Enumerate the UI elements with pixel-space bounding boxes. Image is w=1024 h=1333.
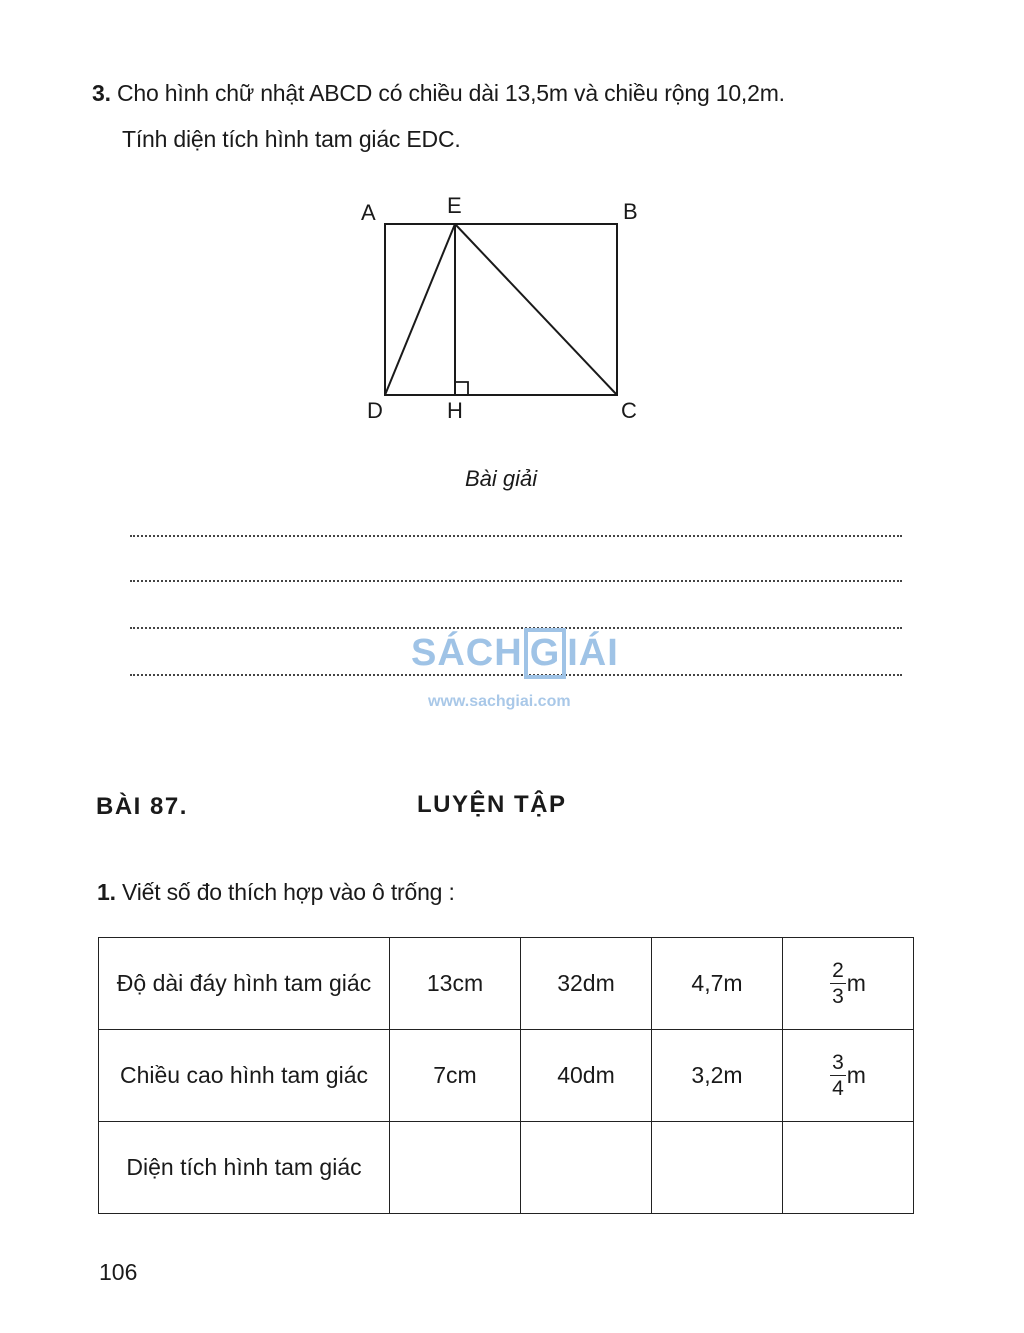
rectangle-abcd-figure	[350, 185, 660, 435]
watermark-url: www.sachgiai.com	[428, 693, 571, 710]
problem-3-statement	[92, 80, 785, 107]
lesson-title: LUYỆN TẬP	[417, 791, 567, 818]
right-angle-marker	[455, 382, 468, 395]
answer-cell[interactable]	[783, 1122, 914, 1214]
fraction	[830, 960, 846, 1007]
table-row-area	[99, 1122, 914, 1214]
table-cell: 4,7m	[652, 938, 783, 1030]
problem-3-number: 3.	[92, 80, 111, 106]
fraction-unit: m	[846, 1062, 866, 1088]
table-cell-fraction	[783, 938, 914, 1030]
exercise-1-statement	[97, 879, 455, 906]
page-number: 106	[99, 1259, 138, 1285]
label-c: C	[621, 398, 637, 423]
label-e: E	[447, 193, 462, 218]
fraction-denominator: 4	[832, 1077, 844, 1100]
watermark-logo-right: IÁI	[567, 632, 619, 674]
problem-3-line-2: Tính diện tích hình tam giác EDC.	[122, 126, 461, 152]
label-h: H	[447, 398, 463, 423]
label-a: A	[361, 200, 376, 225]
solution-title: Bài giải	[465, 466, 538, 491]
triangle-measure-table	[98, 937, 914, 1214]
exercise-1-text: Viết số đo thích hợp vào ô trống :	[122, 879, 455, 905]
row-header-base: Độ dài đáy hình tam giác	[99, 938, 390, 1030]
table-row-height	[99, 1030, 914, 1122]
fraction-unit: m	[846, 970, 866, 996]
watermark-logo-left: SÁCH	[411, 632, 523, 674]
answer-cell[interactable]	[652, 1122, 783, 1214]
row-header-area: Diện tích hình tam giác	[99, 1122, 390, 1214]
answer-cell[interactable]	[390, 1122, 521, 1214]
lesson-number: BÀI 87.	[96, 793, 188, 820]
fraction-numerator: 2	[832, 959, 844, 982]
answer-line-2[interactable]	[130, 580, 902, 582]
table-cell-fraction	[783, 1030, 914, 1122]
watermark-logo-box: G	[524, 628, 567, 679]
table-cell: 13cm	[390, 938, 521, 1030]
table-cell: 3,2m	[652, 1030, 783, 1122]
fraction	[830, 1052, 846, 1099]
answer-line-1[interactable]	[130, 535, 902, 537]
watermark-logo	[411, 628, 619, 679]
label-d: D	[367, 398, 383, 423]
table-row-base	[99, 938, 914, 1030]
fraction-denominator: 3	[832, 985, 844, 1008]
row-header-height: Chiều cao hình tam giác	[99, 1030, 390, 1122]
exercise-1-number: 1.	[97, 879, 116, 905]
fraction-numerator: 3	[832, 1051, 844, 1074]
segment-ec	[455, 224, 617, 395]
table-cell: 40dm	[521, 1030, 652, 1122]
table-cell: 32dm	[521, 938, 652, 1030]
answer-cell[interactable]	[521, 1122, 652, 1214]
table-cell: 7cm	[390, 1030, 521, 1122]
segment-ed	[385, 224, 455, 395]
problem-3-line-1: Cho hình chữ nhật ABCD có chiều dài 13,5m và chiều rộng 10,2m.	[117, 80, 785, 106]
label-b: B	[623, 199, 638, 224]
